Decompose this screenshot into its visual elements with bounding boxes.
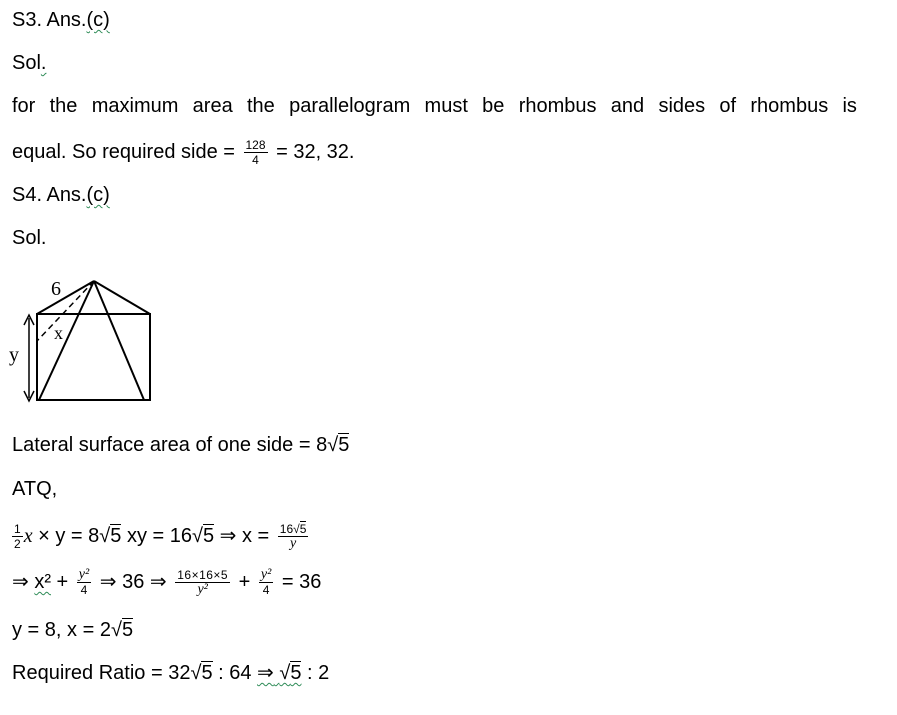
s3-fraction	[244, 138, 268, 167]
ratio-mid: : 64	[212, 662, 258, 684]
ratio-root1: 5	[201, 662, 213, 684]
ratio-arrow: ⇒	[257, 662, 274, 684]
s4-heading	[12, 183, 110, 207]
s3-line1-word: the	[49, 95, 78, 117]
eq1-half	[12, 522, 23, 551]
pyramid-figure	[8, 275, 168, 410]
atq-text: ATQ,	[12, 478, 58, 500]
s3-sol	[12, 51, 46, 75]
apex-right-bottom	[94, 281, 144, 400]
eq2-frac1	[77, 568, 91, 597]
s4-answer: (c)	[86, 184, 110, 206]
s3-frac-den: 4	[244, 152, 268, 167]
s3-line1-word: the	[246, 95, 275, 117]
eq2-f2-den: y²	[175, 582, 230, 597]
eq1-part-c: xy = 16	[121, 525, 193, 547]
apex-right-top	[94, 281, 150, 314]
s3-heading-text: S3. Ans.	[12, 9, 87, 31]
s4-sol	[12, 226, 46, 250]
s3-line1-word: parallelogram	[289, 95, 411, 117]
pyramid-diagram	[8, 275, 168, 410]
eq1-root1: 5	[110, 525, 122, 547]
ratio-end: : 2	[301, 662, 330, 684]
s3-line1-word: area	[192, 95, 233, 117]
label-y: y	[9, 344, 19, 366]
lateral-root: 5	[338, 434, 350, 456]
s3-sol-word: Sol	[12, 52, 41, 74]
eq1-part-d: ⇒ x =	[214, 525, 275, 547]
eq2-f3-den: 4	[259, 582, 273, 597]
s3-line1-word: be	[482, 95, 505, 117]
lateral-pre: Lateral surface area of one side = 8	[12, 434, 328, 456]
eq1-frac-den: y	[278, 536, 309, 551]
s3-answer: (c)	[86, 9, 110, 31]
s3-line2	[12, 134, 355, 170]
ratio-result: ⇒ √5	[257, 662, 302, 684]
label-x: x	[54, 323, 63, 343]
eq2-x2: x²	[34, 571, 51, 593]
s3-line1-word: maximum	[91, 95, 179, 117]
eq2-frac3	[259, 568, 273, 597]
slant-height-dashed	[37, 281, 94, 341]
s3-line2-post: = 32, 32.	[270, 141, 355, 163]
ratio-space	[274, 662, 280, 684]
s4-sol-text: Sol.	[12, 227, 47, 249]
eq2-f2-num: 16×16×5	[177, 568, 229, 583]
eq2-mid: ⇒ 36 ⇒	[94, 571, 173, 593]
eq2-f3-num: y²	[260, 567, 272, 583]
eq2-end: = 36	[276, 571, 322, 593]
eq1-line: $\frac{1}{2}$ x × y = 8√5 xy = 16√5 ⇒ x = $\frac{16√5}{y}$	[14, 522, 307, 552]
lateral-area-line: Lateral surface area of one side = 8√5	[12, 434, 350, 456]
s3-line2-pre: equal. So required side =	[12, 141, 241, 163]
s3-heading	[12, 8, 110, 32]
eq1-half-den: 2	[14, 537, 21, 552]
apex-left-bottom	[39, 281, 94, 400]
eq1-half-num: 1	[14, 522, 21, 537]
s3-sol-dot: .	[40, 52, 47, 74]
eq2-line	[12, 562, 321, 602]
s3-line1-word: rhombus	[518, 95, 597, 117]
ratio-root2: 5	[290, 662, 302, 684]
eq1-part-a: x	[23, 525, 33, 547]
eq2-frac2	[175, 568, 230, 597]
s3-frac-num: 128	[245, 138, 266, 153]
s3-line1-word: is	[842, 95, 857, 117]
eq1-root2: 5	[203, 525, 215, 547]
atq-line	[12, 477, 57, 501]
eq2-plus2: +	[233, 571, 256, 593]
eq1-frac-num: 16√5	[279, 522, 307, 537]
label-six: 6	[51, 278, 61, 300]
eq3-pre: y = 8, x = 2	[12, 619, 111, 641]
eq3-line: y = 8, x = 2√5	[12, 619, 134, 641]
eq1-frac	[278, 522, 309, 551]
s3-line1	[12, 94, 857, 118]
ratio-line: Required Ratio = 32√5 : 64 ⇒ √5 : 2	[12, 662, 330, 684]
s4-heading-text: S4. Ans.	[12, 184, 87, 206]
eq2-arrow: ⇒	[12, 571, 35, 593]
eq1-part-b: × y = 8	[32, 525, 100, 547]
eq1-frac-num-a: 16	[279, 522, 294, 537]
s3-line1-word: sides	[658, 95, 706, 117]
s3-line1-word: must	[424, 95, 468, 117]
s3-line1-word: and	[610, 95, 645, 117]
s3-line1-word: rhombus	[750, 95, 829, 117]
s3-line1-word: for	[12, 95, 36, 117]
eq2-f1-den: 4	[77, 582, 91, 597]
eq1-frac-num-root: 5	[299, 522, 307, 537]
eq2-plus1: +	[51, 571, 74, 593]
eq2-f1-num: y²	[78, 567, 90, 583]
ratio-pre: Required Ratio = 32	[12, 662, 191, 684]
eq3-root: 5	[121, 619, 134, 641]
s3-line1-word: of	[719, 95, 737, 117]
